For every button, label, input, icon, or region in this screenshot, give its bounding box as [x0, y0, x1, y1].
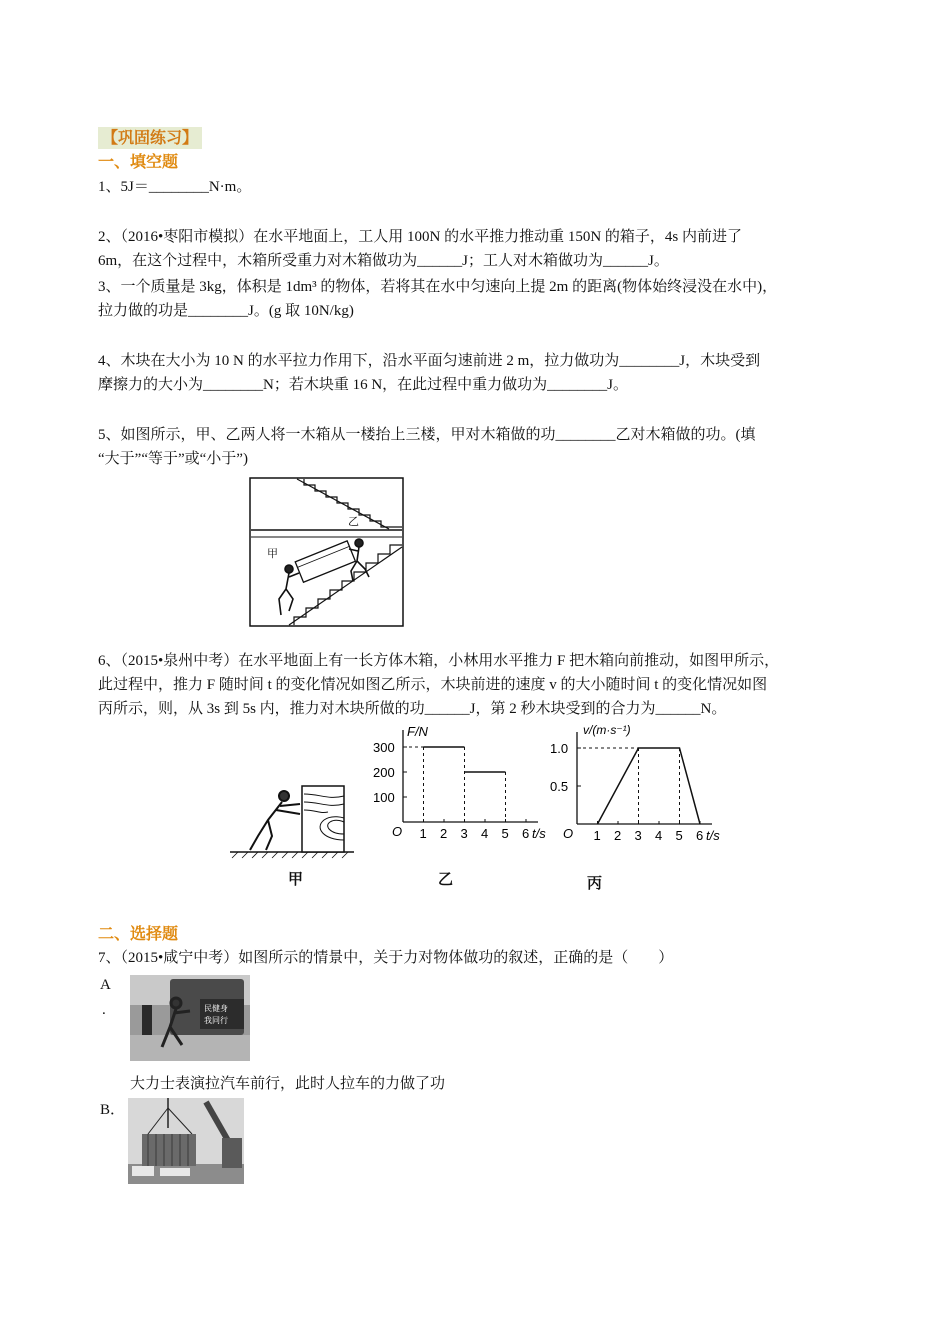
- v-x-tick-label: 5: [675, 828, 683, 843]
- v-x-tick-label: 3: [634, 828, 642, 843]
- question-6-line-3: 丙所示，则，从 3s 到 5s 内，推力对木块所做的功______J，第 2 秒木块受到的合力为______N。: [98, 701, 727, 717]
- part2-heading: 二、选择题: [98, 924, 179, 943]
- v-series-line: [598, 748, 701, 824]
- v-y-tick-label: 0.5: [550, 779, 569, 794]
- v-y-label: v/(m·s⁻¹): [583, 723, 631, 737]
- question-3-line-2: 拉力做的功是________J。(g 取 10N/kg): [98, 303, 354, 319]
- q5-stairs-figure: [249, 477, 404, 627]
- f-x-tick-label: 1: [419, 826, 427, 841]
- chart-force-time: [368, 722, 553, 852]
- photo-b-crane-cargo: [128, 1098, 244, 1184]
- v-x-tick-label: 2: [614, 828, 622, 843]
- chart-velocity-time: [545, 718, 735, 852]
- f-x-tick-label: 6: [522, 826, 530, 841]
- question-5-line-2: “大于”“等于”或“小于”): [98, 451, 248, 467]
- q6-caption-bing: 丙: [587, 876, 603, 892]
- question-7: 7、（2015•咸宁中考）如图所示的情景中，关于力对物体做功的叙述，正确的是（ ）: [98, 950, 674, 966]
- option-a-text: 大力士表演拉汽车前行，此时人拉车的力做了功: [130, 1076, 446, 1092]
- f-y-tick-label: 300: [373, 740, 395, 755]
- v-y-tick-label: 1.0: [550, 741, 569, 756]
- v-x-label: t/s: [706, 828, 720, 843]
- q6-caption-yi: 乙: [438, 872, 454, 888]
- q5-label-jia: 甲: [267, 548, 278, 560]
- option-a-label: A: [100, 977, 111, 993]
- part1-heading: 一、填空题: [98, 152, 179, 171]
- q6-push-figure: [228, 780, 356, 860]
- option-b-label: B．: [100, 1102, 126, 1118]
- v-x-tick-label: 4: [655, 828, 663, 843]
- question-6-line-1: 6、（2015•泉州中考）在水平地面上有一长方体木箱，小林用水平推力 F 把木箱向前推动，如图甲所示，: [98, 653, 780, 669]
- f-origin-label: O: [392, 824, 403, 839]
- photo-a-strongman-truck: [130, 975, 250, 1061]
- v-origin-label: O: [563, 826, 574, 841]
- question-5-line-1: 5、如图所示，甲、乙两人将一木箱从一楼抬上三楼，甲对木箱做的功________乙对木箱做的功。(填: [98, 427, 756, 443]
- question-4-line-2: 摩擦力的大小为________N；若木块重 16 N，在此过程中重力做功为________J。: [98, 377, 629, 393]
- truck-sign-line-1: 民健身: [204, 1004, 228, 1013]
- question-3-line-1: 3、一个质量是 3kg，体积是 1dm³ 的物体，若将其在水中匀速向上提 2m 的距离(物体始终浸没在水中)，: [98, 279, 778, 295]
- section-tag: 【巩固练习】: [98, 127, 202, 149]
- f-y-tick-label: 200: [373, 765, 395, 780]
- f-y-tick-label: 100: [373, 790, 395, 805]
- question-2-line-1: 2、（2016•枣阳市模拟）在水平地面上，工人用 100N 的水平推力推动重 150N 的箱子，4s 内前进了: [98, 229, 743, 245]
- v-x-tick-label: 6: [696, 828, 704, 843]
- question-4-line-1: 4、木块在大小为 10 N 的水平拉力作用下，沿水平面匀速前进 2 m，拉力做功为________J，木块受到: [98, 353, 761, 369]
- f-x-tick-label: 5: [501, 826, 509, 841]
- truck-sign-line-2: 我同行: [204, 1016, 228, 1025]
- f-x-tick-label: 4: [481, 826, 489, 841]
- f-x-tick-label: 3: [460, 826, 468, 841]
- question-1: 1、5J＝________N·m。: [98, 179, 252, 195]
- v-x-tick-label: 1: [593, 828, 601, 843]
- q6-ground-hatch: [232, 852, 348, 858]
- q5-label-yi: 乙: [348, 516, 359, 528]
- option-a-dot: .: [102, 1002, 106, 1018]
- q6-caption-jia: 甲: [288, 872, 304, 888]
- question-6-line-2: 此过程中，推力 F 随时间 t 的变化情况如图乙所示，木块前进的速度 v 的大小随时间 t 的变化情况如图: [98, 677, 768, 693]
- question-2-line-2: 6m，在这个过程中，木箱所受重力对木箱做功为______J；工人对木箱做功为______J。: [98, 253, 669, 269]
- f-y-label: F/N: [407, 724, 428, 739]
- q6-person: [250, 791, 300, 850]
- f-x-label: t/s: [532, 826, 546, 841]
- f-x-tick-label: 2: [440, 826, 448, 841]
